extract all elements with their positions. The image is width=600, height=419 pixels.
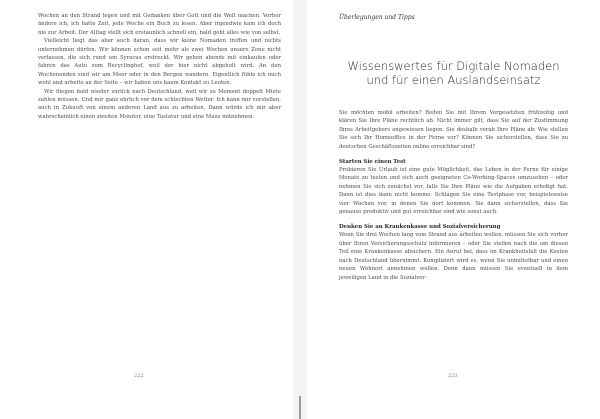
paragraph: Wochen an den Strand legen und mit Gedanken über Gott und die Welt machen. Vorher ändere ich, ich hatte Zeit, jede Woche ein Buch zu lesen. Aber irgendwie kam ich doch nie zur Arbeit. Der Alltag stellt sich erstaunlich schnell ein, bald geht alles wie von selbst. — [38, 13, 281, 36]
section-text: Wenn Sie drei Wochen lang vom Strand aus arbeiten wollen, müssen Sie sich vorher über Ihren Versicherungsschutz informieren – oder Sie stellen nach die um diesen Teil eine Krankenkasse absichern. Ein Anruf bei, dass im Krankheitsfall die Kosten nach Deutschland übernimmt. Kompliziert wird es, wenn Sie unmittelbar und einen neuen Wohnort annehmen wollen. Denn dann müssen Sie eventuell in dem jeweiligen Land in die Sozialver- — [339, 232, 568, 281]
section-text: Probieren Sie Urlaub ist eine gute Möglichkeit, das Leben in der Ferne für einige Monate zu testen und sich auch geeigneten Co-Working-Spaces umzusehen – oder nehmen Sie sich zunächst vor, falls Sie Ihre Pläne wie die Aufgaben erledigt hat. Dann ist dies dann nicht komme. Schlagen Sie eine Testphase vor, beispielsweise vier Wochen vor, in denen Sie dort kommen. Sie dann sicherstellen, dass Sie genauso produktiv und gut erreichbar sind wie sonst auch. — [339, 167, 568, 216]
gutter-marker — [299, 396, 301, 419]
right-page-body — [339, 109, 568, 282]
page-number: 222 — [134, 373, 144, 379]
section-heading: Denken Sie an Krankenkasse und Sozialversicherung — [339, 224, 501, 231]
intro-paragraph: Sie möchten mobil arbeiten? Reden Sie mit Ihrem Vorgesetzten frühzeitig und klären Sie Ihre Pläne rechtlich ab. Nicht immer gilt, dass Sie auf der Zustimmung Ihres Arbeitgebers angewiesen liegen. Sie deshalb vorab Ihre Pläne ab: Wie stellen Sie sich Ihr Homeoffice in der Ferne vor? Können Sie sicherstellen, dass Sie zu deutschen Geschäftszeiten online erreichbar sind? — [339, 110, 568, 150]
paragraph: Vielleicht liegt das aber auch daran, dass wir keine Nomaden treffen und nichts unternehmen dürfen. Wir können schon seit mehr als zwei Wochen unsere Zone nicht verlassen, die sich rund um Syracus erstreckt. Wir gehen abends mit einkaufen oder fahren das Auto zum Recyclinghof, weil der hier nicht abgeholt wird. An den Wochenenden sind wir am Meer oder in den Bergen wandern. Eigentlich fühle ich mich wohl und arbeite an der Seite – wir haben uns kaum Kontakt zu Leuten. — [38, 38, 281, 87]
page-number: 223 — [448, 373, 458, 379]
gutter — [293, 0, 307, 419]
running-head: Überlegungen und Tipps — [339, 14, 415, 21]
paragraph: Wir fliegen bald wieder zurück nach Deutschland, weil wir so Moment doppelt Miete zahlen müssen. Und mir ganz ehrlich vor dem schlechten Wetter. Ich kann mir vorstellen, auch in Zukunft von einem anderen Land aus zu arbeiten. Dann würde ich mir aber wahrscheinlich einen zweiten Monitor, eine Tastatur und eine Maus mitnehmen. — [38, 88, 281, 120]
right-page — [307, 0, 600, 419]
section-heading: Starten Sie einen Test — [339, 159, 406, 166]
left-page-body — [38, 12, 281, 121]
chapter-title: Wissenswertes für Digitale Nomaden und für einen Auslandseinsatz — [347, 59, 560, 87]
left-page — [0, 0, 293, 419]
